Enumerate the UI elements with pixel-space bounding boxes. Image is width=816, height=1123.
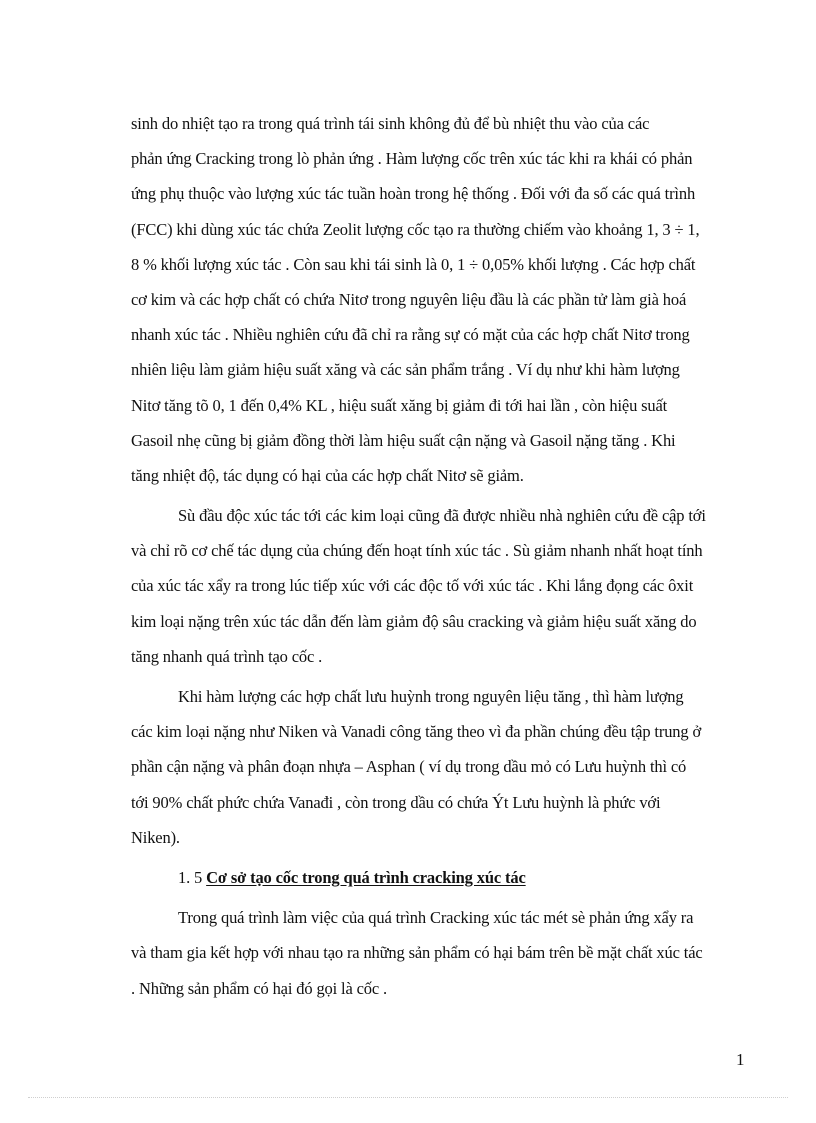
text-line: tới 90% chất phức chứa Vanađi , còn trong dầu có chứa Ýt Lưu huỳnh là phức với [131, 792, 661, 812]
text-line: Niken). [131, 827, 180, 847]
text-line: các kim loại nặng như Niken và Vanadi công tăng theo vì đa phần chúng đều tập trung ở [131, 722, 702, 742]
page-number: 1 [736, 1050, 745, 1069]
section-heading [131, 860, 771, 895]
text-line: ứng phụ thuộc vào lượng xúc tác tuần hoàn trong hệ thống . Đối với đa số các quá trình [131, 184, 696, 204]
text-line: và chỉ rõ cơ chế tác dụng của chúng đến hoạt tính xúc tác . Sù giảm nhanh nhất hoạt tính [131, 541, 703, 561]
paragraph-2 [131, 498, 771, 674]
text-line: Trong quá trình làm việc của quá trình Cracking xúc tác mét sè phản ứng xẩy ra [178, 908, 694, 928]
section-title: Cơ sở tạo cốc trong quá trình cracking xúc tác [206, 867, 526, 887]
text-line: nhanh xúc tác . Nhiều nghiên cứu đã chỉ ra rằng sự có mặt của các hợp chất Nitơ trong [131, 325, 690, 345]
text-line: . Những sản phẩm có hại đó gọi là cốc . [131, 978, 388, 998]
text-line: nhiên liệu làm giảm hiệu suất xăng và các sản phẩm trắng . Ví dụ như khi hàm lượng [131, 360, 680, 380]
paragraph-3 [131, 679, 771, 855]
text-line: của xúc tác xẩy ra trong lúc tiếp xúc với các độc tố với xúc tác . Khi lắng đọng các ôxit [131, 576, 694, 596]
text-line: phần cận nặng và phân đoạn nhựa – Asphan ( ví dụ trong dầu mỏ có Lưu huỳnh thì có [131, 757, 687, 777]
text-line: kim loại nặng trên xúc tác dẫn đến làm giảm độ sâu cracking và giảm hiệu suất xăng do [131, 611, 697, 631]
text-line: Khi hàm lượng các hợp chất lưu huỳnh trong nguyên liệu tăng , thì hàm lượng [178, 687, 684, 706]
text-line: Gasoil nhẹ cũng bị giảm đồng thời làm hiệu suất cận nặng và Gasoil nặng tăng . Khi [131, 430, 676, 450]
text-line: Sù đầu độc xúc tác tới các kim loại cũng đã được nhiều nhà nghiên cứu đề cập tới [178, 506, 706, 526]
text-line: tăng nhanh quá trình tạo cốc . [131, 646, 323, 666]
body-text [131, 106, 771, 1006]
text-line: (FCC) khi dùng xúc tác chứa Zeolit lượng cốc tạo ra thường chiếm vào khoảng 1, 3 ÷ 1, [131, 219, 700, 239]
text-line: phản ứng Cracking trong lò phản ứng . Hàm lượng cốc trên xúc tác khi ra khái có phản [131, 149, 693, 169]
text-line: cơ kim và các hợp chất có chứa Nitơ trong nguyên liệu đầu là các phần tử làm già hoá [131, 289, 687, 309]
text-line: sinh do nhiệt tạo ra trong quá trình tái sinh không đủ để bù nhiệt thu vào của các [131, 114, 650, 133]
footer-divider [28, 1097, 788, 1098]
paragraph-4 [131, 900, 771, 1006]
text-line: 8 % khối lượng xúc tác . Còn sau khi tái sinh là 0, 1 ÷ 0,05% khối lượng . Các hợp chất [131, 254, 696, 274]
text-line: tăng nhiệt độ, tác dụng có hại của các hợp chất Nitơ sẽ giảm. [131, 465, 524, 485]
text-line: Nitơ tăng tõ 0, 1 đến 0,4% KL , hiệu suất xăng bị giảm đi tới hai lần , còn hiệu suất [131, 395, 668, 415]
text-line: và tham gia kết hợp với nhau tạo ra những sản phẩm có hại bám trên bề mặt chất xúc tác [131, 943, 703, 963]
paragraph-1 [131, 106, 771, 493]
section-number: 1. 5 [178, 867, 203, 887]
